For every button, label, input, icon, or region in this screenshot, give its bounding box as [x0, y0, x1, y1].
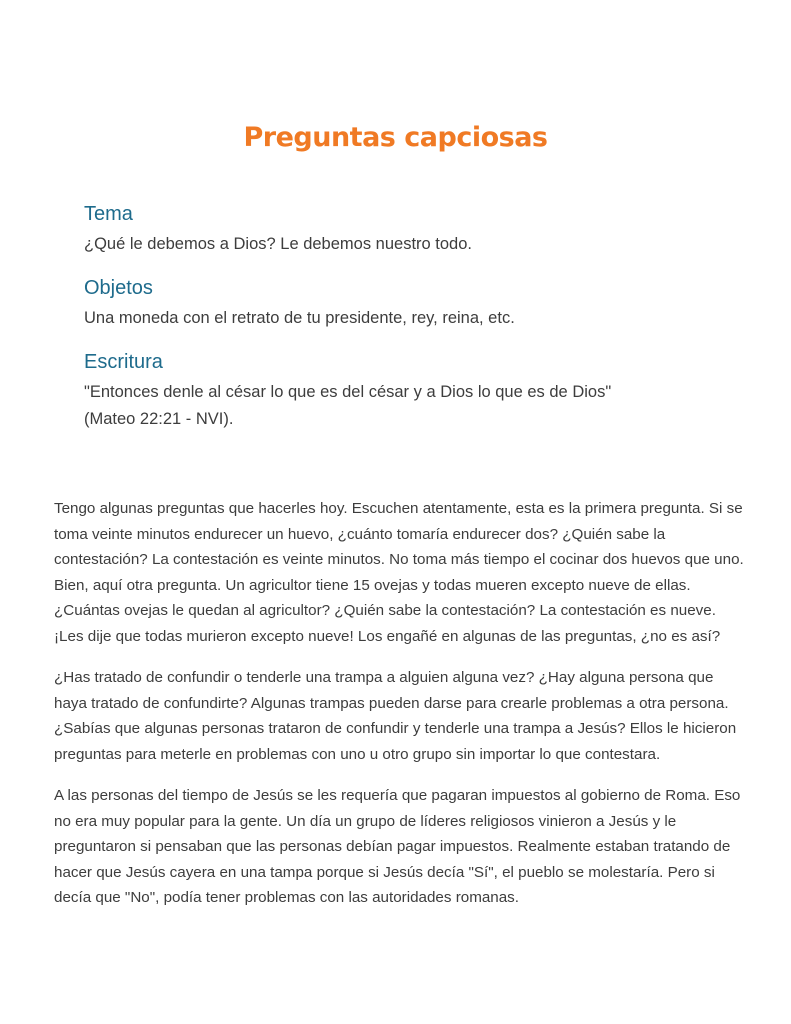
scripture-heading: Escritura	[84, 351, 163, 373]
objects-section	[84, 274, 724, 332]
scripture-section	[84, 348, 724, 433]
lesson-info	[84, 200, 724, 449]
page-title: Preguntas capciosas	[243, 122, 548, 154]
theme-section	[84, 200, 724, 258]
paragraph: Tengo algunas preguntas que hacerles hoy. Escuchen atentamente, esta es la primera pregunta. Si se toma veinte minutos endurecer un huevo, ¿cuánto tomaría endurecer dos? ¿Quién sabe la contestación? La contestación es veinte minutos. No toma más tiempo el cocinar dos huevos que uno. Bien, aquí otra pregunta. Un agricultor tiene 15 ovejas y todas mueren excepto nueve de ellas. ¿Cuántas ovejas le quedan al agricultor? ¿Quién sabe la contestación? La contestación es nueve. ¡Les dije que todas murieron excepto nueve! Los engañé en algunas de las preguntas, ¿no es así?	[54, 500, 744, 645]
scripture-reference: (Mateo 22:21 - NVI).	[84, 410, 234, 428]
lesson-body	[54, 496, 744, 927]
paragraph: ¿Has tratado de confundir o tenderle una trampa a alguien alguna vez? ¿Hay alguna persona que haya tratado de confundirte? Algunas trampas pueden darse para crearle problemas a otra persona. ¿Sabías que algunas personas trataron de confundir y tenderle una trampa a Jesús? Ellos le hicieron preguntas para meterle en problemas con uno u otro grupo sin importar lo que contestara.	[54, 669, 737, 763]
objects-text: Una moneda con el retrato de tu presidente, rey, reina, etc.	[84, 309, 515, 327]
theme-text: ¿Qué le debemos a Dios? Le debemos nuestro todo.	[84, 235, 472, 253]
scripture-text	[84, 379, 724, 433]
theme-heading: Tema	[84, 203, 133, 225]
objects-heading: Objetos	[84, 277, 153, 299]
paragraph: A las personas del tiempo de Jesús se les requería que pagaran impuestos al gobierno de Roma. Eso no era muy popular para la gente. Un día un grupo de líderes religiosos vinieron a Jesús y le preguntaron si pensaban que las personas debían pagar impuestos. Realmente estaban tratando de hacer que Jesús cayera en una tampa porque si Jesús decía "Sí", el pueblo se molestaría. Pero si decía que "No", podía tener problemas con las autoridades romanas.	[54, 787, 741, 906]
scripture-quote: "Entonces denle al césar lo que es del césar y a Dios lo que es de Dios"	[84, 383, 612, 401]
